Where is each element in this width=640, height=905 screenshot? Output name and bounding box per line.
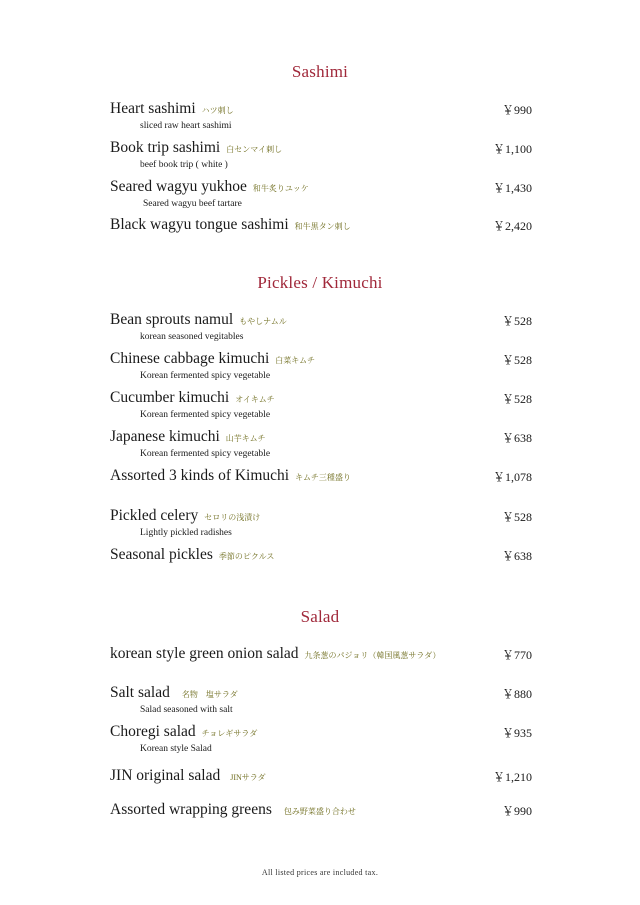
item-name: Seasonal pickles	[110, 546, 213, 563]
item-name: Pickled celery	[110, 507, 199, 524]
item-name: Salt salad	[110, 684, 170, 701]
section-title-salad: Salad	[300, 607, 340, 626]
item-name: Assorted wrapping greens	[110, 801, 272, 818]
item-description: Korean fermented spicy vegetable	[140, 410, 271, 420]
item-name: Black wagyu tongue sashimi	[110, 216, 289, 233]
item-japanese-name: 山芋キムチ	[225, 434, 266, 443]
section-title-pickles-kimuchi: Pickles / Kimuchi	[257, 273, 383, 292]
section-title-sashimi: Sashimi	[291, 62, 349, 81]
item-japanese-name: 和牛黒タン刺し	[294, 222, 351, 231]
item-japanese-name: オイキムチ	[235, 395, 275, 404]
item-price: ￥638	[501, 431, 532, 445]
item-description: Korean fermented spicy vegetable	[140, 371, 271, 381]
menu-item	[110, 684, 534, 715]
item-price: ￥638	[501, 549, 532, 563]
item-japanese-name: ハツ刺し	[201, 106, 234, 115]
item-name: Heart sashimi	[110, 100, 196, 117]
menu-item	[110, 350, 534, 381]
item-price: ￥1,430	[492, 181, 532, 195]
menu-item	[110, 723, 534, 754]
menu-item	[110, 100, 534, 131]
item-name: Bean sprouts namul	[110, 311, 234, 328]
tax-footnote: All listed prices are included tax.	[261, 868, 379, 877]
item-japanese-name: 白菜キムチ	[275, 356, 316, 365]
item-japanese-name: セロリの浅漬け	[204, 513, 261, 522]
item-description: Lightly pickled radishes	[140, 528, 232, 538]
item-japanese-name: チョレギサラダ	[201, 729, 258, 738]
item-japanese-name: 名物 塩サラダ	[181, 690, 238, 699]
item-description: Korean style Salad	[140, 744, 212, 754]
item-name: JIN original salad	[110, 767, 221, 784]
item-name: Cucumber kimuchi	[110, 389, 230, 406]
menu-item	[110, 507, 534, 538]
item-description: beef book trip ( white )	[140, 160, 228, 170]
menu-item	[110, 389, 534, 420]
item-price: ￥1,078	[492, 470, 532, 484]
item-name: Assorted 3 kinds of Kimuchi	[110, 467, 290, 484]
item-description: korean seasoned vegitables	[140, 332, 244, 342]
item-price: ￥990	[501, 804, 532, 818]
item-price: ￥2,420	[492, 219, 532, 233]
item-price: ￥528	[501, 314, 532, 328]
item-price: ￥1,210	[492, 770, 532, 784]
menu-item	[110, 467, 534, 491]
item-japanese-name: 白センマイ刺し	[226, 145, 283, 154]
item-price: ￥528	[501, 510, 532, 524]
menu-item	[110, 428, 534, 459]
item-name: Chinese cabbage kimuchi	[110, 350, 270, 367]
item-description: Korean fermented spicy vegetable	[140, 449, 271, 459]
item-price: ￥528	[501, 392, 532, 406]
item-japanese-name: 包み野菜盛り合わせ	[283, 807, 356, 816]
menu-item	[110, 546, 534, 570]
item-description: sliced raw heart sashimi	[140, 121, 232, 131]
item-name: korean style green onion salad	[110, 645, 299, 662]
item-price: ￥880	[501, 687, 532, 701]
menu-item	[110, 767, 534, 791]
item-price: ￥770	[501, 648, 532, 662]
item-price: ￥990	[501, 103, 532, 117]
item-japanese-name: 季節のピクルス	[218, 552, 275, 561]
item-japanese-name: キムチ三種盛り	[295, 473, 351, 482]
item-price: ￥528	[501, 353, 532, 367]
menu-item	[110, 216, 534, 240]
item-description: Seared wagyu beef tartare	[143, 199, 242, 209]
menu-item	[110, 645, 534, 669]
menu-item	[110, 139, 534, 170]
menu-item	[110, 311, 534, 342]
item-price: ￥1,100	[492, 142, 532, 156]
item-japanese-name: もやしナムル	[239, 317, 287, 326]
item-name: Seared wagyu yukhoe	[110, 178, 247, 195]
item-price: ￥935	[501, 726, 532, 740]
menu-item	[110, 178, 534, 209]
item-description: Salad seasoned with salt	[140, 705, 233, 715]
item-japanese-name: 和牛炙りユッケ	[252, 184, 309, 193]
item-japanese-name: 九条葱のパジョリ（韓国風葱サラダ）	[304, 651, 441, 660]
item-japanese-name: JINサラダ	[230, 773, 266, 782]
menu-item	[110, 801, 534, 825]
item-name: Choregi salad	[110, 723, 196, 740]
item-name: Book trip sashimi	[110, 139, 221, 156]
item-name: Japanese kimuchi	[110, 428, 220, 445]
